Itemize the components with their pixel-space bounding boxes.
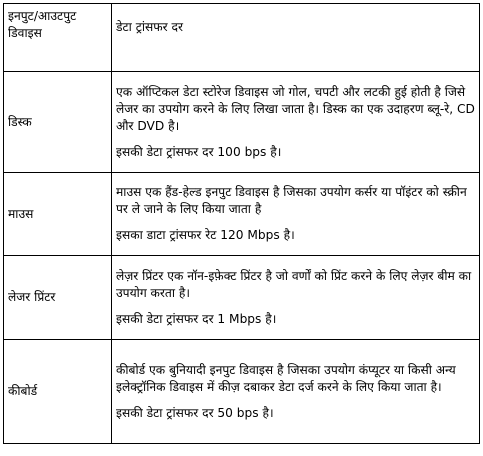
device-details: [112, 72, 480, 173]
device-name: माउस: [4, 173, 112, 256]
device-name: लेजर प्रिंटर: [4, 256, 112, 340]
table-row: [4, 173, 480, 256]
device-rate: इसकी डेटा ट्रांसफर दर 100 bps है।: [116, 144, 282, 159]
device-description: माउस एक हैंड-हेल्ड इनपुट डिवाइस है जिसका उपयोग कर्सर या पॉइंटर को स्क्रीन पर ले जाने के लिए किया जाता है: [116, 185, 467, 216]
header-device: इनपुट/आउटपुट डिवाइस: [4, 4, 112, 72]
device-rate: इसका डाटा ट्रांसफर रेट 120 Mbps है।: [116, 228, 295, 242]
header-rate: डेटा ट्रांसफर दर: [112, 4, 480, 72]
device-rate: इसकी डेटा ट्रांसफर दर 50 bps है।: [116, 405, 274, 420]
device-rate: इसकी डेटा ट्रांसफर दर 1 Mbps है।: [116, 311, 277, 326]
device-name: कीबोर्ड: [4, 340, 112, 444]
device-details: [112, 173, 480, 256]
device-details: [112, 256, 480, 340]
device-description: लेज़र प्रिंटर एक नॉन-इफ़ेक्ट प्रिंटर है जो वर्णों को प्रिंट करने के लिए लेज़र बीम का उपयोग करता है।: [116, 268, 472, 300]
table-row: [4, 72, 480, 173]
device-name: डिस्क: [4, 72, 112, 173]
device-description: एक ऑप्टिकल डेटा स्टोरेज डिवाइस जो गोल, चपटी और लटकी हुई होती है जिसे लेजर का उपयोग करने के लिए लिखा जाता है। डिस्क का एक उदाहरण ब्लू-रे, CD और DVD है।: [116, 84, 475, 133]
table-row: [4, 340, 480, 444]
device-description: कीबोर्ड एक बुनियादी इनपुट डिवाइस है जिसका उपयोग कंप्यूटर या किसी अन्य इलेक्ट्रॉनिक डिवाइस में कीज़ दबाकर डेटा दर्ज करने के लिए किया जाता है।: [116, 362, 456, 394]
table-header-row: [4, 4, 480, 72]
device-details: [112, 340, 480, 444]
io-device-table: [3, 3, 480, 444]
table-row: [4, 256, 480, 340]
